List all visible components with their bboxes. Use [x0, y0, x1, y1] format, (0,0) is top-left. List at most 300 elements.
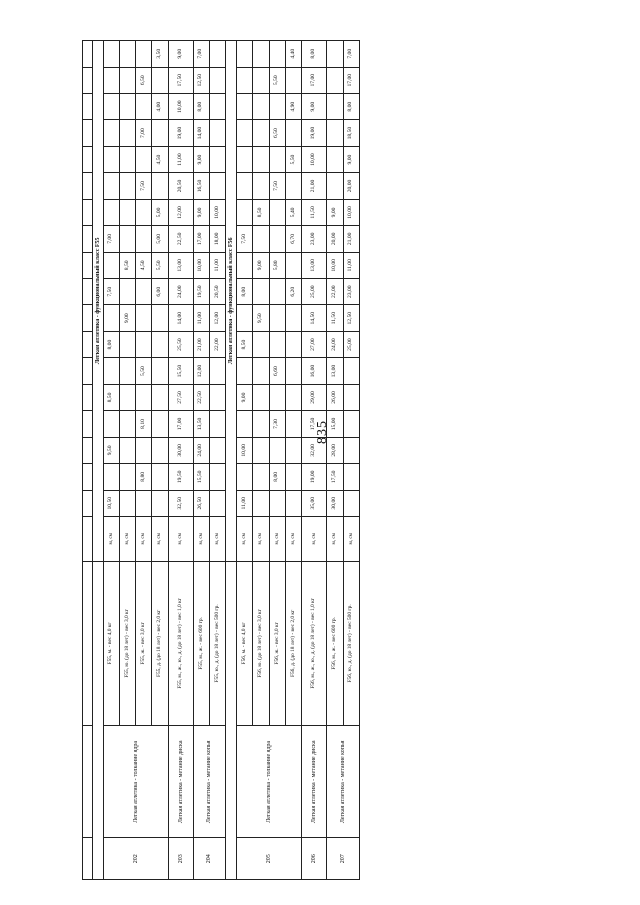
value-cell: 32,00 — [302, 437, 327, 463]
discipline-name: Легкая атлетика - метание диска — [302, 726, 327, 838]
header-cell — [83, 331, 93, 357]
value-cell: 8,00 — [103, 331, 119, 357]
value-cell — [210, 358, 226, 384]
class-description: F56, м., ж., ю., д. (до 18 лет) - вес 1,0 кг — [302, 561, 327, 726]
header-cell — [83, 120, 93, 146]
value-cell: 13,50 — [193, 411, 209, 437]
value-cell: 11,00 — [210, 252, 226, 278]
value-cell — [343, 490, 359, 516]
value-cell: 18,50 — [343, 120, 359, 146]
value-cell: 10,00 — [168, 93, 193, 119]
value-cell — [253, 437, 269, 463]
value-cell: 17,50 — [168, 67, 193, 93]
value-cell — [343, 437, 359, 463]
value-cell — [253, 490, 269, 516]
header-cell — [83, 411, 93, 437]
value-cell — [237, 67, 253, 93]
value-cell: 28,00 — [327, 437, 343, 463]
discipline-number: 202 — [103, 838, 168, 880]
value-cell — [119, 120, 135, 146]
value-cell — [285, 490, 301, 516]
value-cell — [285, 384, 301, 410]
value-cell — [119, 358, 135, 384]
value-cell: 26,50 — [193, 490, 209, 516]
value-cell — [103, 120, 119, 146]
value-cell: 25,00 — [302, 279, 327, 305]
value-cell — [103, 305, 119, 331]
table-header-row — [83, 41, 93, 880]
value-cell — [343, 358, 359, 384]
unit-cell: м, см — [343, 516, 359, 561]
unit-cell: м, см — [103, 516, 119, 561]
value-cell: 23,00 — [302, 226, 327, 252]
value-cell — [136, 41, 152, 68]
value-cell — [210, 173, 226, 199]
value-cell: 9,00 — [253, 252, 269, 278]
value-cell — [237, 41, 253, 68]
table-row — [193, 41, 209, 880]
value-cell: 4,00 — [152, 93, 168, 119]
value-cell: 7,30 — [269, 411, 285, 437]
value-cell: 17,00 — [168, 411, 193, 437]
header-cell — [83, 173, 93, 199]
value-cell: 7,50 — [237, 226, 253, 252]
value-cell: 21,00 — [343, 226, 359, 252]
unit-cell: м, см — [253, 516, 269, 561]
value-cell — [136, 199, 152, 225]
value-cell — [253, 93, 269, 119]
header-cell — [83, 67, 93, 93]
value-cell — [269, 490, 285, 516]
value-cell — [119, 41, 135, 68]
value-cell — [253, 67, 269, 93]
value-cell: 9,00 — [302, 93, 327, 119]
value-cell — [152, 358, 168, 384]
value-cell: 6,00 — [152, 279, 168, 305]
header-cell — [83, 146, 93, 172]
value-cell: 9,50 — [253, 305, 269, 331]
table-row — [327, 41, 343, 880]
value-cell — [237, 411, 253, 437]
value-cell: 14,50 — [302, 305, 327, 331]
value-cell: 22,50 — [168, 226, 193, 252]
value-cell: 10,00 — [237, 437, 253, 463]
value-cell: 9,00 — [193, 199, 209, 225]
value-cell — [237, 199, 253, 225]
header-cell — [83, 93, 93, 119]
value-cell: 8,50 — [119, 252, 135, 278]
value-cell: 7,00 — [343, 41, 359, 68]
value-cell: 8,50 — [237, 331, 253, 357]
value-cell — [119, 411, 135, 437]
value-cell — [210, 437, 226, 463]
value-cell: 10,00 — [327, 252, 343, 278]
header-cell — [83, 358, 93, 384]
value-cell: 18,00 — [210, 226, 226, 252]
value-cell — [343, 464, 359, 490]
value-cell — [119, 199, 135, 225]
value-cell — [285, 437, 301, 463]
value-cell — [285, 173, 301, 199]
value-cell: 7,00 — [103, 226, 119, 252]
value-cell: 6,50 — [136, 67, 152, 93]
table-row — [103, 41, 119, 880]
value-cell — [253, 173, 269, 199]
page-number: 835 — [315, 420, 330, 444]
value-cell: 21,00 — [302, 173, 327, 199]
value-cell — [269, 384, 285, 410]
value-cell: 16,50 — [193, 173, 209, 199]
value-cell — [152, 173, 168, 199]
value-cell — [253, 120, 269, 146]
class-description: F55, м., ж., ю., д. (до 18 лет) - вес 1,0 кг — [168, 561, 193, 726]
value-cell — [103, 67, 119, 93]
value-cell — [103, 411, 119, 437]
value-cell — [269, 199, 285, 225]
value-cell: 9,00 — [193, 146, 209, 172]
unit-cell: м, см — [210, 516, 226, 561]
value-cell — [210, 93, 226, 119]
value-cell — [136, 331, 152, 357]
value-cell: 9,00 — [343, 146, 359, 172]
value-cell: 5,50 — [152, 252, 168, 278]
value-cell: 20,50 — [168, 173, 193, 199]
value-cell — [103, 358, 119, 384]
value-cell — [269, 437, 285, 463]
value-cell — [343, 411, 359, 437]
value-cell: 20,50 — [210, 279, 226, 305]
value-cell: 8,00 — [269, 464, 285, 490]
value-cell — [152, 120, 168, 146]
discipline-number: 205 — [237, 838, 302, 880]
value-cell: 7,00 — [136, 120, 152, 146]
header-cell — [83, 464, 93, 490]
value-cell — [119, 173, 135, 199]
discipline-number: 206 — [302, 838, 327, 880]
value-cell: 5,50 — [136, 358, 152, 384]
class-description: F56, ю. (до 18 лет) - вес 3,0 кг — [253, 561, 269, 726]
value-cell — [119, 146, 135, 172]
header-cell — [83, 252, 93, 278]
class-description: F55, ю. (до 18 лет) - вес 3,0 кг — [119, 561, 135, 726]
value-cell: 13,00 — [302, 252, 327, 278]
value-cell: 25,50 — [168, 331, 193, 357]
value-cell — [237, 464, 253, 490]
value-cell: 12,00 — [210, 305, 226, 331]
value-cell — [253, 358, 269, 384]
value-cell: 8,00 — [343, 93, 359, 119]
value-cell: 7,50 — [103, 279, 119, 305]
value-cell — [253, 279, 269, 305]
value-cell: 10,00 — [193, 252, 209, 278]
value-cell: 32,50 — [168, 490, 193, 516]
value-cell: 24,00 — [193, 437, 209, 463]
unit-cell: м, см — [327, 516, 343, 561]
value-cell: 19,00 — [302, 120, 327, 146]
header-cell — [83, 726, 93, 838]
value-cell: 7,50 — [136, 173, 152, 199]
value-cell — [136, 490, 152, 516]
value-cell: 13,00 — [168, 252, 193, 278]
value-cell — [253, 411, 269, 437]
value-cell — [103, 41, 119, 68]
table-row — [168, 41, 193, 880]
value-cell — [253, 384, 269, 410]
value-cell — [285, 464, 301, 490]
value-cell: 7,00 — [193, 41, 209, 68]
value-cell: 24,00 — [327, 331, 343, 357]
value-cell: 8,80 — [136, 464, 152, 490]
value-cell: 3,50 — [152, 41, 168, 68]
class-description: F56, ю., д. (до 18 лет) - вес 500 гр. — [343, 561, 359, 726]
value-cell: 19,50 — [168, 464, 193, 490]
value-cell — [253, 226, 269, 252]
value-cell — [119, 437, 135, 463]
unit-cell: м, см — [193, 516, 209, 561]
value-cell — [237, 252, 253, 278]
value-cell: 20,00 — [327, 226, 343, 252]
section-blank-cell — [226, 561, 237, 879]
value-cell: 22,50 — [193, 384, 209, 410]
value-cell — [103, 252, 119, 278]
value-cell: 14,00 — [193, 120, 209, 146]
value-cell — [136, 384, 152, 410]
value-cell: 5,50 — [285, 146, 301, 172]
table-row — [302, 41, 327, 880]
value-cell: 11,50 — [327, 305, 343, 331]
unit-cell: м, см — [269, 516, 285, 561]
value-cell — [119, 93, 135, 119]
value-cell — [253, 41, 269, 68]
value-cell: 10,00 — [302, 146, 327, 172]
unit-cell: м, см — [237, 516, 253, 561]
value-cell: 9,00 — [119, 305, 135, 331]
value-cell — [210, 490, 226, 516]
value-cell: 12,00 — [168, 199, 193, 225]
value-cell — [210, 411, 226, 437]
value-cell: 5,80 — [269, 252, 285, 278]
value-cell — [152, 331, 168, 357]
value-cell — [103, 173, 119, 199]
value-cell — [136, 437, 152, 463]
value-cell: 8,00 — [237, 279, 253, 305]
standards-table — [82, 40, 360, 880]
class-description: F56, м., ж. - вес 600 гр. — [327, 561, 343, 726]
value-cell: 4,50 — [136, 252, 152, 278]
value-cell: 17,00 — [193, 226, 209, 252]
value-cell: 8,00 — [302, 41, 327, 68]
section-blank-cell — [92, 561, 103, 879]
section-title: Легкая атлетика - функциональный класс F56 — [226, 41, 237, 562]
value-cell: 26,00 — [327, 384, 343, 410]
value-cell — [210, 120, 226, 146]
value-cell: 13,00 — [327, 358, 343, 384]
value-cell — [253, 464, 269, 490]
value-cell — [152, 411, 168, 437]
value-cell: 15,00 — [327, 411, 343, 437]
value-cell: 19,50 — [193, 279, 209, 305]
value-cell: 10,00 — [343, 199, 359, 225]
discipline-name: Легкая атлетика - метание диска — [168, 726, 193, 838]
value-cell — [119, 226, 135, 252]
value-cell: 29,00 — [302, 384, 327, 410]
value-cell — [210, 146, 226, 172]
value-cell: 9,00 — [327, 199, 343, 225]
value-cell: 5,00 — [152, 226, 168, 252]
value-cell — [152, 384, 168, 410]
section-title-row — [226, 41, 237, 880]
value-cell — [136, 305, 152, 331]
value-cell — [103, 93, 119, 119]
value-cell — [210, 41, 226, 68]
value-cell: 5,50 — [269, 67, 285, 93]
value-cell: 22,00 — [327, 279, 343, 305]
value-cell — [237, 358, 253, 384]
value-cell — [327, 146, 343, 172]
value-cell: 10,50 — [103, 490, 119, 516]
class-description: F56, м. - вес 4,0 кг — [237, 561, 253, 726]
value-cell — [285, 252, 301, 278]
header-cell — [83, 561, 93, 726]
value-cell: 4,40 — [285, 41, 301, 68]
value-cell — [152, 464, 168, 490]
value-cell: 12,00 — [193, 358, 209, 384]
discipline-number: 204 — [193, 838, 226, 880]
value-cell — [269, 279, 285, 305]
value-cell — [103, 199, 119, 225]
value-cell — [285, 305, 301, 331]
discipline-name: Легкая атлетика - толкание ядра — [237, 726, 302, 838]
header-cell — [83, 838, 93, 880]
header-cell — [83, 41, 93, 68]
value-cell: 19,00 — [302, 464, 327, 490]
header-cell — [83, 226, 93, 252]
value-cell — [269, 41, 285, 68]
value-cell: 4,90 — [285, 93, 301, 119]
value-cell — [285, 120, 301, 146]
value-cell — [327, 173, 343, 199]
value-cell: 8,10 — [136, 411, 152, 437]
value-cell: 11,00 — [193, 305, 209, 331]
value-cell: 30,00 — [327, 490, 343, 516]
value-cell — [237, 120, 253, 146]
value-cell: 6,60 — [269, 358, 285, 384]
value-cell: 6,50 — [269, 120, 285, 146]
value-cell: 14,00 — [168, 305, 193, 331]
value-cell — [136, 93, 152, 119]
value-cell: 27,50 — [168, 384, 193, 410]
value-cell — [152, 437, 168, 463]
value-cell — [152, 305, 168, 331]
value-cell — [136, 226, 152, 252]
value-cell — [285, 411, 301, 437]
discipline-number: 207 — [327, 838, 360, 880]
value-cell: 8,00 — [193, 93, 209, 119]
class-description: F55, м. - вес 4,0 кг — [103, 561, 119, 726]
class-description: F56, д. (до 18 лет) - вес 2,0 кг — [285, 561, 301, 726]
value-cell — [327, 67, 343, 93]
unit-cell: м, см — [136, 516, 152, 561]
section-title-row — [92, 41, 103, 880]
value-cell: 8,50 — [253, 199, 269, 225]
standards-table-body — [83, 41, 360, 880]
unit-cell: м, см — [302, 516, 327, 561]
value-cell — [152, 490, 168, 516]
header-cell — [83, 279, 93, 305]
value-cell — [269, 331, 285, 357]
value-cell: 5,40 — [285, 199, 301, 225]
value-cell — [119, 384, 135, 410]
value-cell — [285, 331, 301, 357]
value-cell — [285, 67, 301, 93]
class-description: F55, м., ж. - вес 600 гр. — [193, 561, 209, 726]
value-cell — [327, 120, 343, 146]
value-cell — [210, 67, 226, 93]
unit-cell: м, см — [285, 516, 301, 561]
value-cell — [327, 93, 343, 119]
value-cell: 15,50 — [193, 464, 209, 490]
value-cell: 30,00 — [168, 437, 193, 463]
value-cell: 6,20 — [285, 279, 301, 305]
value-cell — [269, 93, 285, 119]
value-cell — [119, 331, 135, 357]
value-cell — [285, 358, 301, 384]
value-cell: 17,50 — [327, 464, 343, 490]
header-cell — [83, 437, 93, 463]
value-cell: 24,00 — [168, 279, 193, 305]
value-cell — [253, 331, 269, 357]
discipline-name: Легкая атлетика - метание копья — [193, 726, 226, 838]
value-cell — [152, 67, 168, 93]
value-cell — [237, 305, 253, 331]
value-cell — [237, 173, 253, 199]
value-cell — [237, 93, 253, 119]
value-cell: 11,50 — [302, 199, 327, 225]
value-cell — [253, 146, 269, 172]
value-cell — [103, 464, 119, 490]
class-description: F56, ж. - вес 3,0 кг — [269, 561, 285, 726]
value-cell: 5,00 — [152, 199, 168, 225]
value-cell — [269, 146, 285, 172]
unit-cell: м, см — [119, 516, 135, 561]
value-cell — [210, 464, 226, 490]
value-cell — [119, 67, 135, 93]
value-cell — [210, 384, 226, 410]
value-cell — [119, 464, 135, 490]
value-cell — [269, 305, 285, 331]
value-cell — [119, 490, 135, 516]
value-cell: 12,50 — [193, 67, 209, 93]
value-cell — [343, 384, 359, 410]
value-cell: 27,00 — [302, 331, 327, 357]
value-cell: 8,50 — [103, 384, 119, 410]
value-cell: 7,50 — [269, 173, 285, 199]
value-cell: 17,50 — [302, 411, 327, 437]
section-title: Легкая атлетика - функциональный класс F55 — [92, 41, 103, 562]
value-cell: 10,00 — [210, 199, 226, 225]
rotated-table-wrapper — [82, 40, 360, 880]
value-cell: 16,00 — [302, 358, 327, 384]
unit-cell: м, см — [168, 516, 193, 561]
value-cell: 11,00 — [343, 252, 359, 278]
value-cell: 20,00 — [343, 173, 359, 199]
value-cell: 15,50 — [168, 358, 193, 384]
value-cell — [269, 226, 285, 252]
value-cell — [136, 146, 152, 172]
header-cell — [83, 199, 93, 225]
discipline-name: Легкая атлетика - толкание ядра — [103, 726, 168, 838]
value-cell: 25,00 — [343, 331, 359, 357]
